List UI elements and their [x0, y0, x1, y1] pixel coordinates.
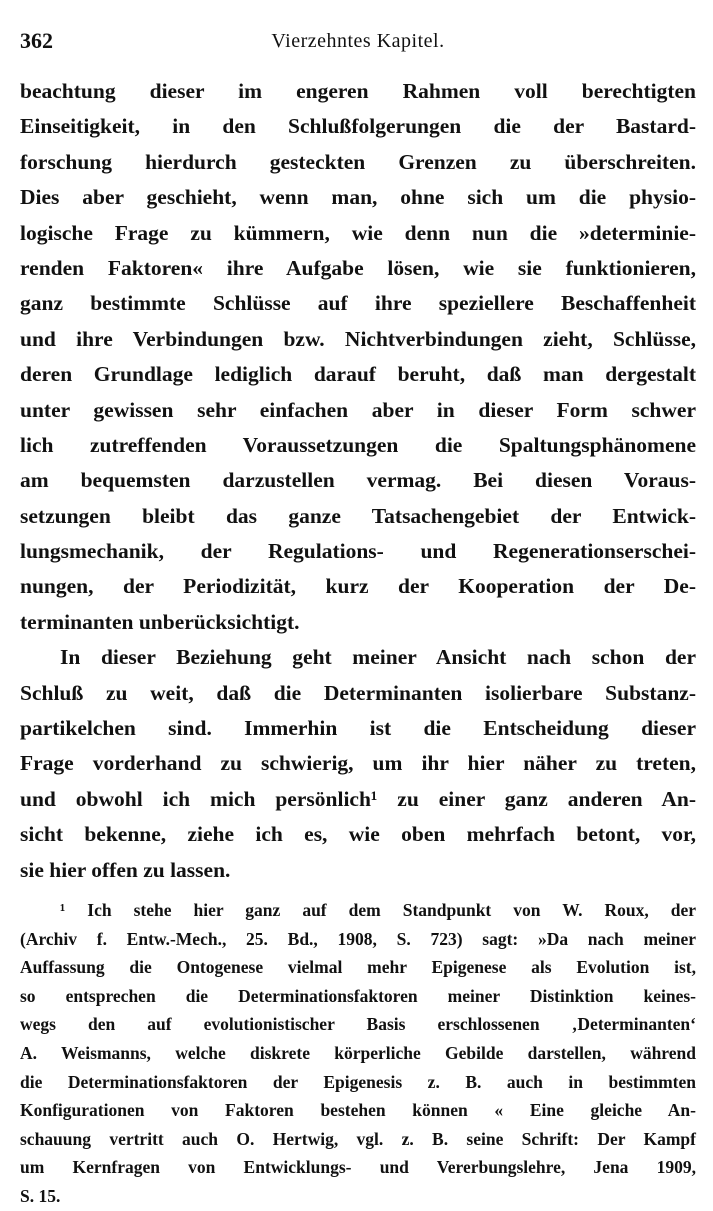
- body-line: nungen, der Periodizität, kurz der Kooperation der De-: [20, 574, 696, 599]
- body-line: beachtung dieser im engeren Rahmen voll berechtigten: [20, 79, 696, 103]
- body-line: setzungen bleibt das ganze Tatsachengebiet der Entwick-: [20, 503, 696, 528]
- footnote-line: Konfigurationen von Faktoren bestehen können « Eine gleiche An-: [20, 1100, 696, 1121]
- body-line: sie hier offen zu lassen.: [20, 857, 231, 882]
- running-head: Vierzehntes Kapitel.: [271, 30, 445, 52]
- body-line: renden Faktoren« ihre Aufgabe lösen, wie sie funktionieren,: [20, 255, 696, 280]
- body-line: ganz bestimmte Schlüsse auf ihre speziellere Beschaffenheit: [20, 291, 696, 316]
- body-line: deren Grundlage lediglich darauf beruht, daß man dergestalt: [20, 362, 696, 387]
- footnote-line: schauung vertritt auch O. Hertwig, vgl. z. B. seine Schrift: Der Kampf: [20, 1128, 696, 1149]
- page-number: 362: [20, 28, 53, 53]
- page-header: [20, 28, 696, 58]
- footnote-line: ¹ Ich stehe hier ganz auf dem Standpunkt von W. Roux, der: [60, 900, 696, 920]
- footnote-line: die Determinationsfaktoren der Epigenesis z. B. auch in bestimmten: [20, 1071, 696, 1092]
- body-line: sicht bekenne, ziehe ich es, wie oben mehrfach betont, vor,: [20, 822, 696, 847]
- footnote: [20, 896, 696, 1211]
- footnote-line: S. 15.: [20, 1185, 61, 1206]
- body-line: und ihre Verbindungen bzw. Nichtverbindungen zieht, Schlüsse,: [20, 326, 696, 351]
- footnote-line: A. Weismanns, welche diskrete körperliche Gebilde darstellen, während: [20, 1042, 696, 1063]
- body-line: In dieser Beziehung geht meiner Ansicht nach schon der: [60, 645, 696, 670]
- footnote-line: so entsprechen die Determinationsfaktoren meiner Distinktion keines-: [20, 985, 696, 1006]
- body-line: Schluß zu weit, daß die Determinanten isolierbare Substanz-: [20, 680, 696, 705]
- body-line: lungsmechanik, der Regulations- und Regenerationserschei-: [20, 539, 696, 564]
- body-line: Dies aber geschieht, wenn man, ohne sich um die physio-: [20, 185, 696, 210]
- body-line: forschung hierdurch gesteckten Grenzen zu überschreiten.: [20, 149, 696, 174]
- body-line: Frage vorderhand zu schwierig, um ihr hier näher zu treten,: [20, 751, 696, 776]
- body-line: terminanten unberücksichtigt.: [20, 609, 300, 634]
- body-text: [20, 74, 696, 888]
- footnote-line: wegs den auf evolutionistischer Basis erschlossenen ‚Determinanten‘: [20, 1014, 696, 1035]
- body-line: am bequemsten darzustellen vermag. Bei diesen Voraus-: [20, 468, 696, 493]
- body-line: und obwohl ich mich persönlich¹ zu einer ganz anderen An-: [20, 786, 696, 811]
- body-line: Einseitigkeit, in den Schlußfolgerungen die der Bastard-: [20, 114, 696, 139]
- footnote-line: (Archiv f. Entw.-Mech., 25. Bd., 1908, S. 723) sagt: »Da nach meiner: [20, 928, 696, 949]
- body-line: unter gewissen sehr einfachen aber in dieser Form schwer: [20, 397, 696, 422]
- body-line: logische Frage zu kümmern, wie denn nun die »determinie-: [20, 220, 696, 245]
- body-line: partikelchen sind. Immerhin ist die Entscheidung dieser: [20, 716, 696, 741]
- body-line: lich zutreffenden Voraussetzungen die Spaltungsphänomene: [20, 432, 696, 457]
- footnote-line: um Kernfragen von Entwicklungs- und Vererbungslehre, Jena 1909,: [20, 1157, 696, 1178]
- footnote-line: Auffassung die Ontogenese vielmal mehr Epigenese als Evolution ist,: [20, 957, 696, 978]
